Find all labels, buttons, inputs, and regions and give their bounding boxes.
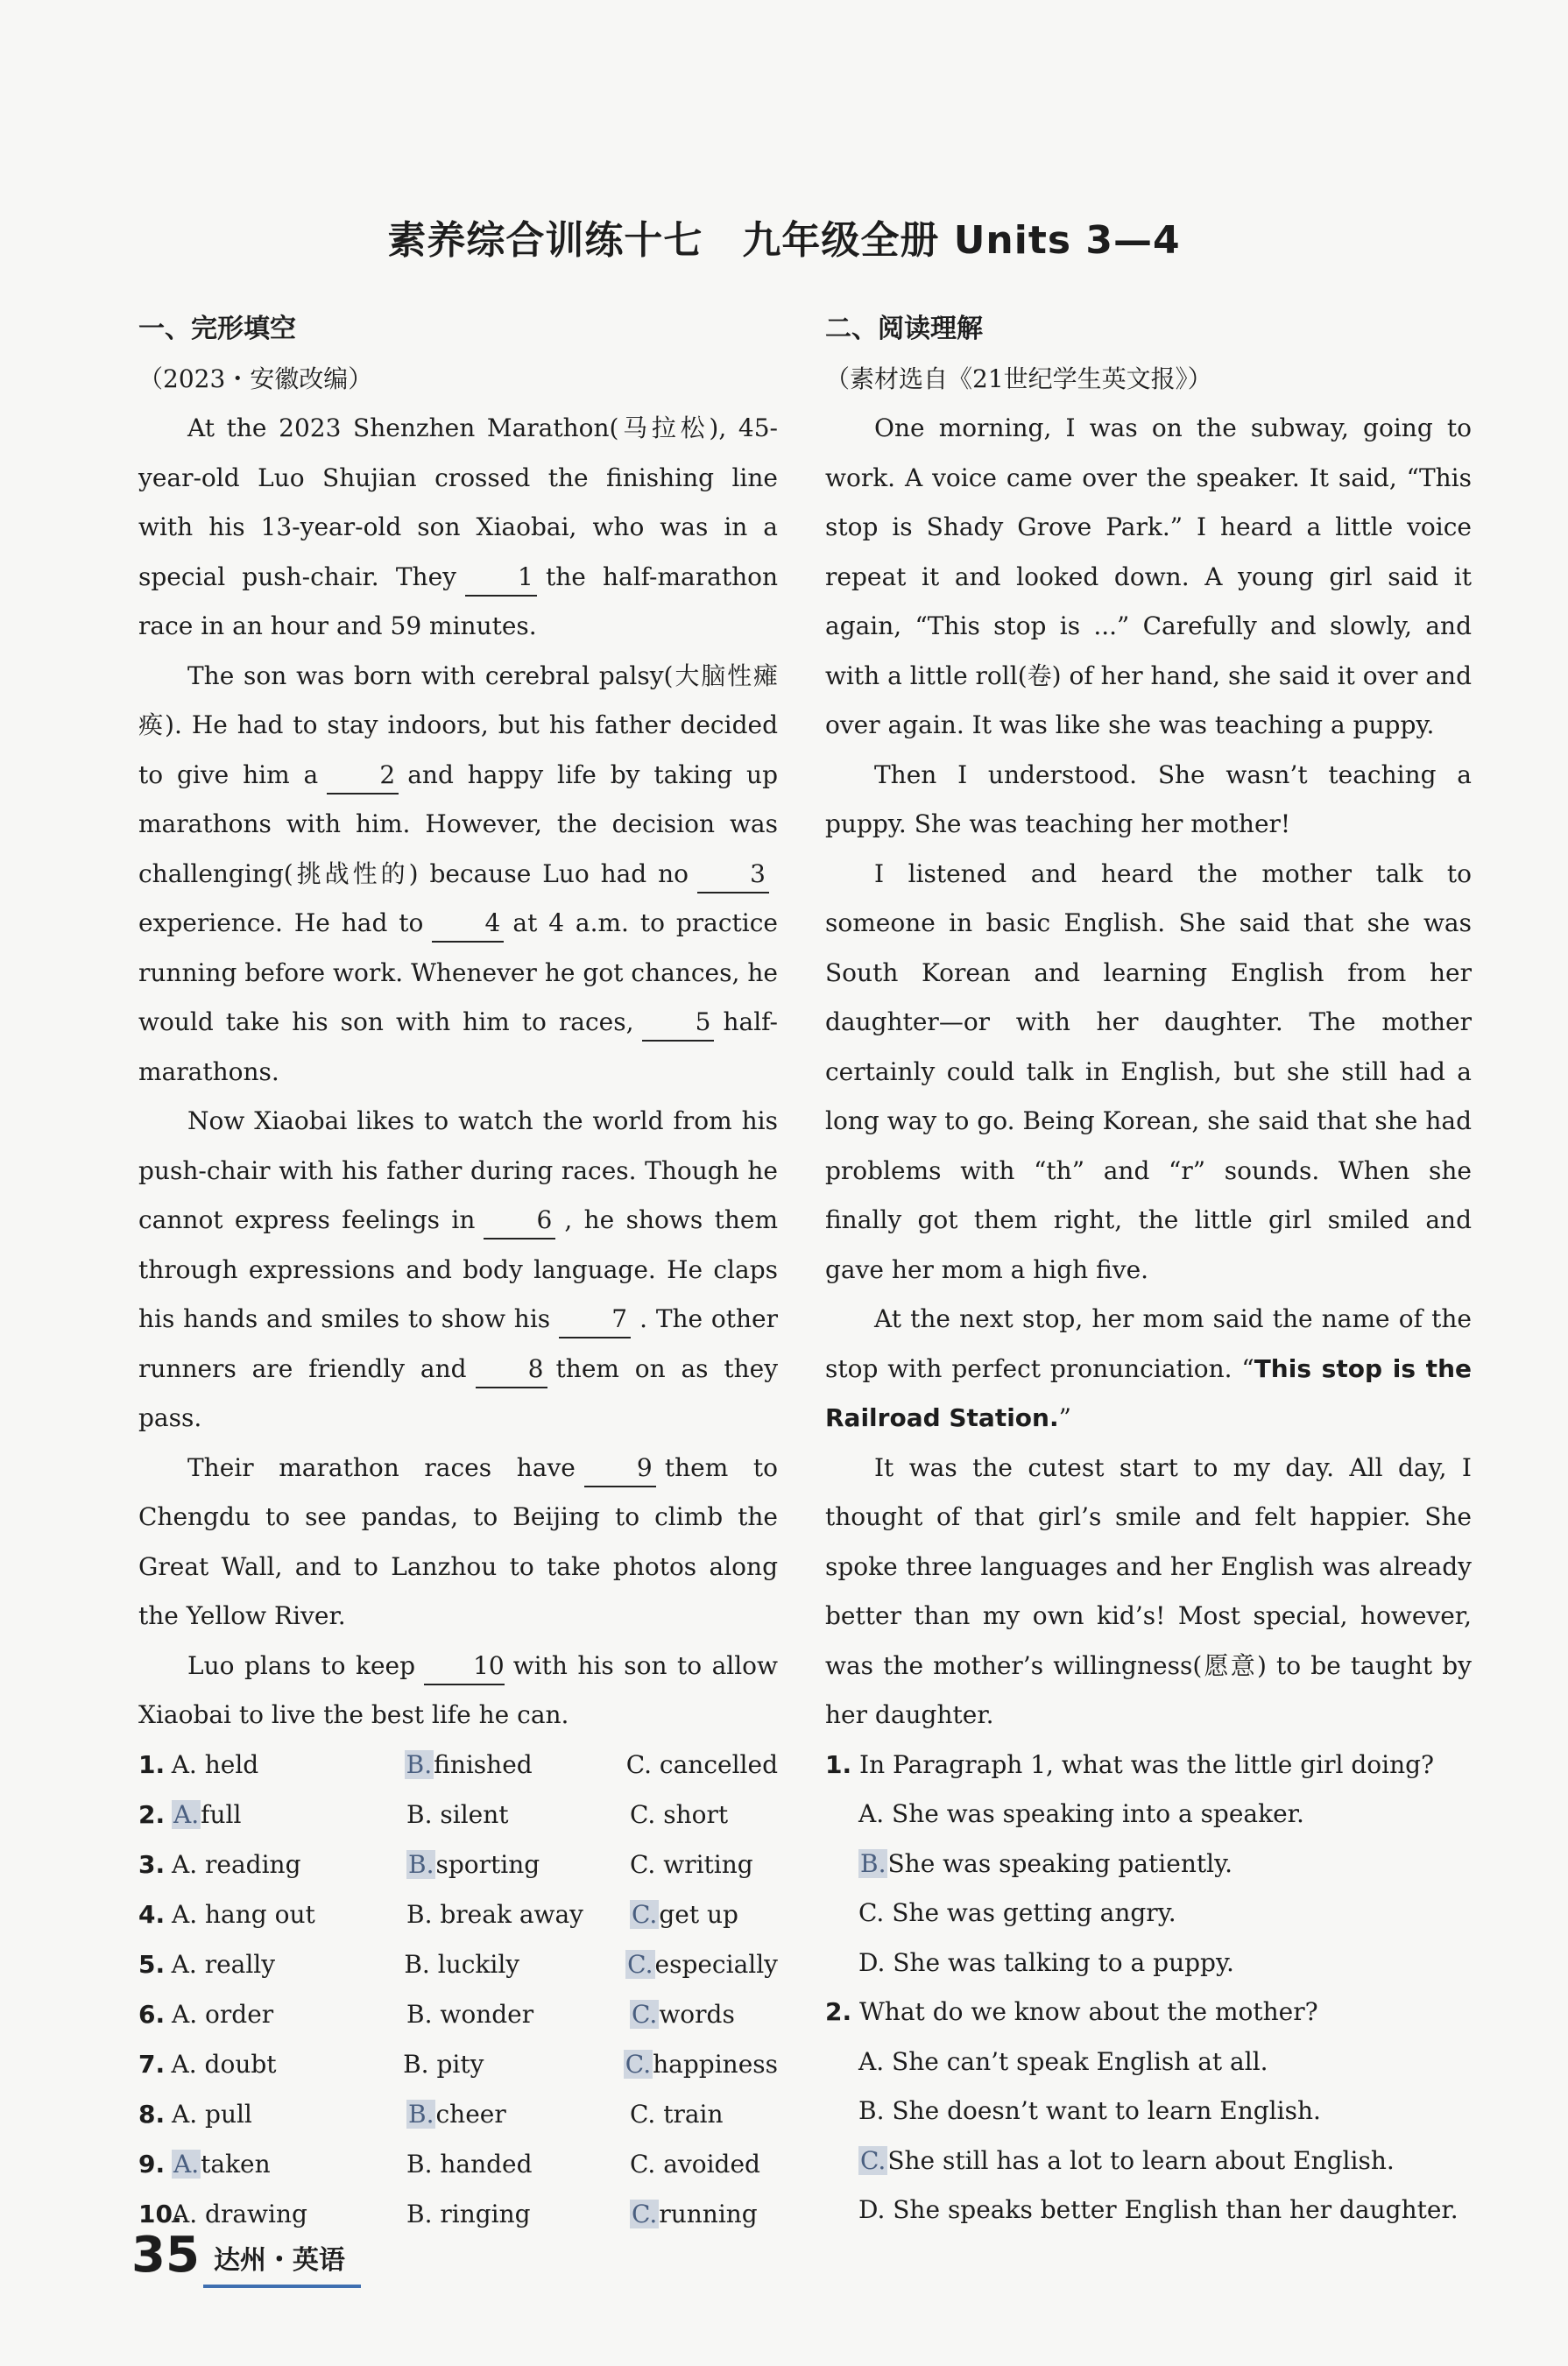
question-2: 2. What do we know about the mother? A. She can’t speak English at all. B. She doesn’t want to learn English. C.She still has a lot to learn about English. D. She speaks better English than her daughter. [825,1988,1472,2235]
choice: A. She was speaking into a speaker. [858,1799,1304,1828]
choice: D. She was talking to a puppy. [858,1947,1234,1977]
choice: A. She can’t speak English at all. [858,2046,1268,2076]
option-row: 2. A.full B. silent C. short [138,1799,729,1829]
choice: B. She doesn’t want to learn English. [858,2096,1321,2125]
region-subject-label: 达州・英语 [213,2245,345,2276]
blank-9: 9 [584,1451,656,1487]
answer-highlight: B. [406,1749,433,1779]
page-number: 35 [131,2227,200,2284]
cloze-options [138,1741,778,2240]
option-row: 5. A. really B. luckily C.especially [138,1949,778,1979]
answer-highlight: C. [860,2145,886,2175]
footer-divider [203,2285,361,2288]
answer-highlight: C. [632,1899,658,1929]
page-title: 素养综合训练十七 九年级全册 Units 3—4 [387,218,1181,263]
blank-6: 6 [484,1203,555,1240]
cloze-section [138,305,778,2240]
option-row: 4. A. hang out B. break away C.get up [138,1899,738,1929]
cloze-paragraph-4: Their marathon races have 9 them to Chengdu to see pandas, to Beijing to climb the Great Wall, and to Lanzhou to take photos along the Yellow River. [138,1444,778,1642]
answer-highlight: C. [632,1999,658,2029]
answer-highlight: C. [627,1949,653,1979]
option-row: 3. A. reading B.sporting C. writing [138,1849,753,1879]
blank-4: 4 [432,906,504,943]
option-row: 8. A. pull B.cheer C. train [138,2099,724,2129]
cloze-paragraph-5: Luo plans to keep 10 with his son to allow Xiaobai to live the best life he can. [138,1642,778,1741]
cloze-paragraph-2: The son was born with cerebral palsy(大脑性瘫痪). He had to stay indoors, but his father decided to give him a 2 and happy life by taking up marathons with him. However, the decision was challenging(挑战性的) because Luo had no 3experience. He had to 4 at 4 a.m. to practice running before work. Whenever he got chances, he would take his son with him to races, 5 half-marathons. [138,660,778,1086]
option-row: 1. A. held B.finished C. cancelled [138,1749,778,1779]
answer-highlight: B. [860,1848,886,1878]
answer-highlight: C. [632,2199,658,2228]
answer-highlight: B. [408,1849,434,1879]
blank-2: 2 [327,758,399,795]
reading-paragraph-3: I listened and heard the mother talk to someone in basic English. She said that she was South Korean and learning English from her daughter—or with her daughter. The mother certainly could talk in English, but she still had a long way to go. Being Korean, she said that she had problems with “th” and “r” sounds. When she finally got them right, the little girl smiled and gave her mom a high five. [825,858,1472,1284]
page-footer [131,2229,345,2282]
option-row: 10. A. drawing B. ringing C.running [138,2199,758,2228]
answer-highlight: C. [625,2049,652,2079]
cloze-paragraph-1: At the 2023 Shenzhen Marathon(马拉松), 45-year-old Luo Shujian crossed the finishing line with his 13-year-old son Xiaobai, who was in a special push-chair. They 1 the half-marathon race in an hour and 59 minutes. [138,413,778,640]
blank-8: 8 [476,1352,547,1388]
reading-paragraph-4: At the next stop, her mom said the name of the stop with perfect pronunciation. “This stop is the Railroad Station.” [825,1304,1472,1432]
reading-paragraph-5: It was the cutest start to my day. All day, I thought of that girl’s smile and felt happier. She spoke three languages and her English was already better than my own kid’s! Most special, however, was the mother’s willingness(愿意) to be taught by her daughter. [825,1452,1472,1729]
choice: C. She was getting angry. [858,1898,1176,1927]
option-row: 7. A. doubt B. pity C.happiness [138,2049,778,2079]
choice: B.She was speaking patiently. [860,1848,1233,1878]
answer-highlight: A. [173,1799,200,1829]
cloze-paragraph-3: Now Xiaobai likes to watch the world from his push-chair with his father during races. Though he cannot express feelings in 6 , he shows them through expressions and body language. He claps his hands and smiles to show his 7 . The other runners are friendly and 8 them on as they pass. [138,1106,779,1432]
option-row: 9. A.taken B. handed C. avoided [138,2149,760,2179]
choice: C.She still has a lot to learn about English. [860,2145,1395,2175]
section-title-cloze: 一、完形填空 [138,314,296,344]
reading-paragraph-2: Then I understood. She wasn’t teaching a puppy. She was teaching her mother! [825,759,1472,838]
blank-1: 1 [465,560,537,597]
reading-paragraph-1: One morning, I was on the subway, going to work. A voice came over the speaker. It said, “This stop is Shady Grove Park.” I heard a little voice repeat it and looked down. A young girl said it again, “This stop is ...” Carefully and slowly, and with a little roll(卷) of her hand, she said it over and over again. It was like she was teaching a puppy. [825,413,1472,739]
blank-10: 10 [424,1649,505,1685]
section-title-reading: 二、阅读理解 [825,314,983,344]
answer-highlight: B. [408,2099,434,2129]
blank-5: 5 [642,1005,714,1042]
blank-3: 3 [697,857,769,893]
choice: D. She speaks better English than her daughter. [858,2195,1459,2224]
question-1: 1. In Paragraph 1, what was the little girl doing? A. She was speaking into a speaker. B.She was speaking patiently. C. She was getting angry. D. She was talking to a puppy. [825,1741,1472,1988]
answer-highlight: A. [173,2149,200,2179]
reading-section [825,305,1472,2235]
blank-7: 7 [559,1302,631,1338]
reading-source: （素材选自《21世纪学生英文报》） [825,364,1212,393]
option-row: 6. A. order B. wonder C.words [138,1999,735,2029]
cloze-source: （2023・安徽改编） [138,364,373,393]
